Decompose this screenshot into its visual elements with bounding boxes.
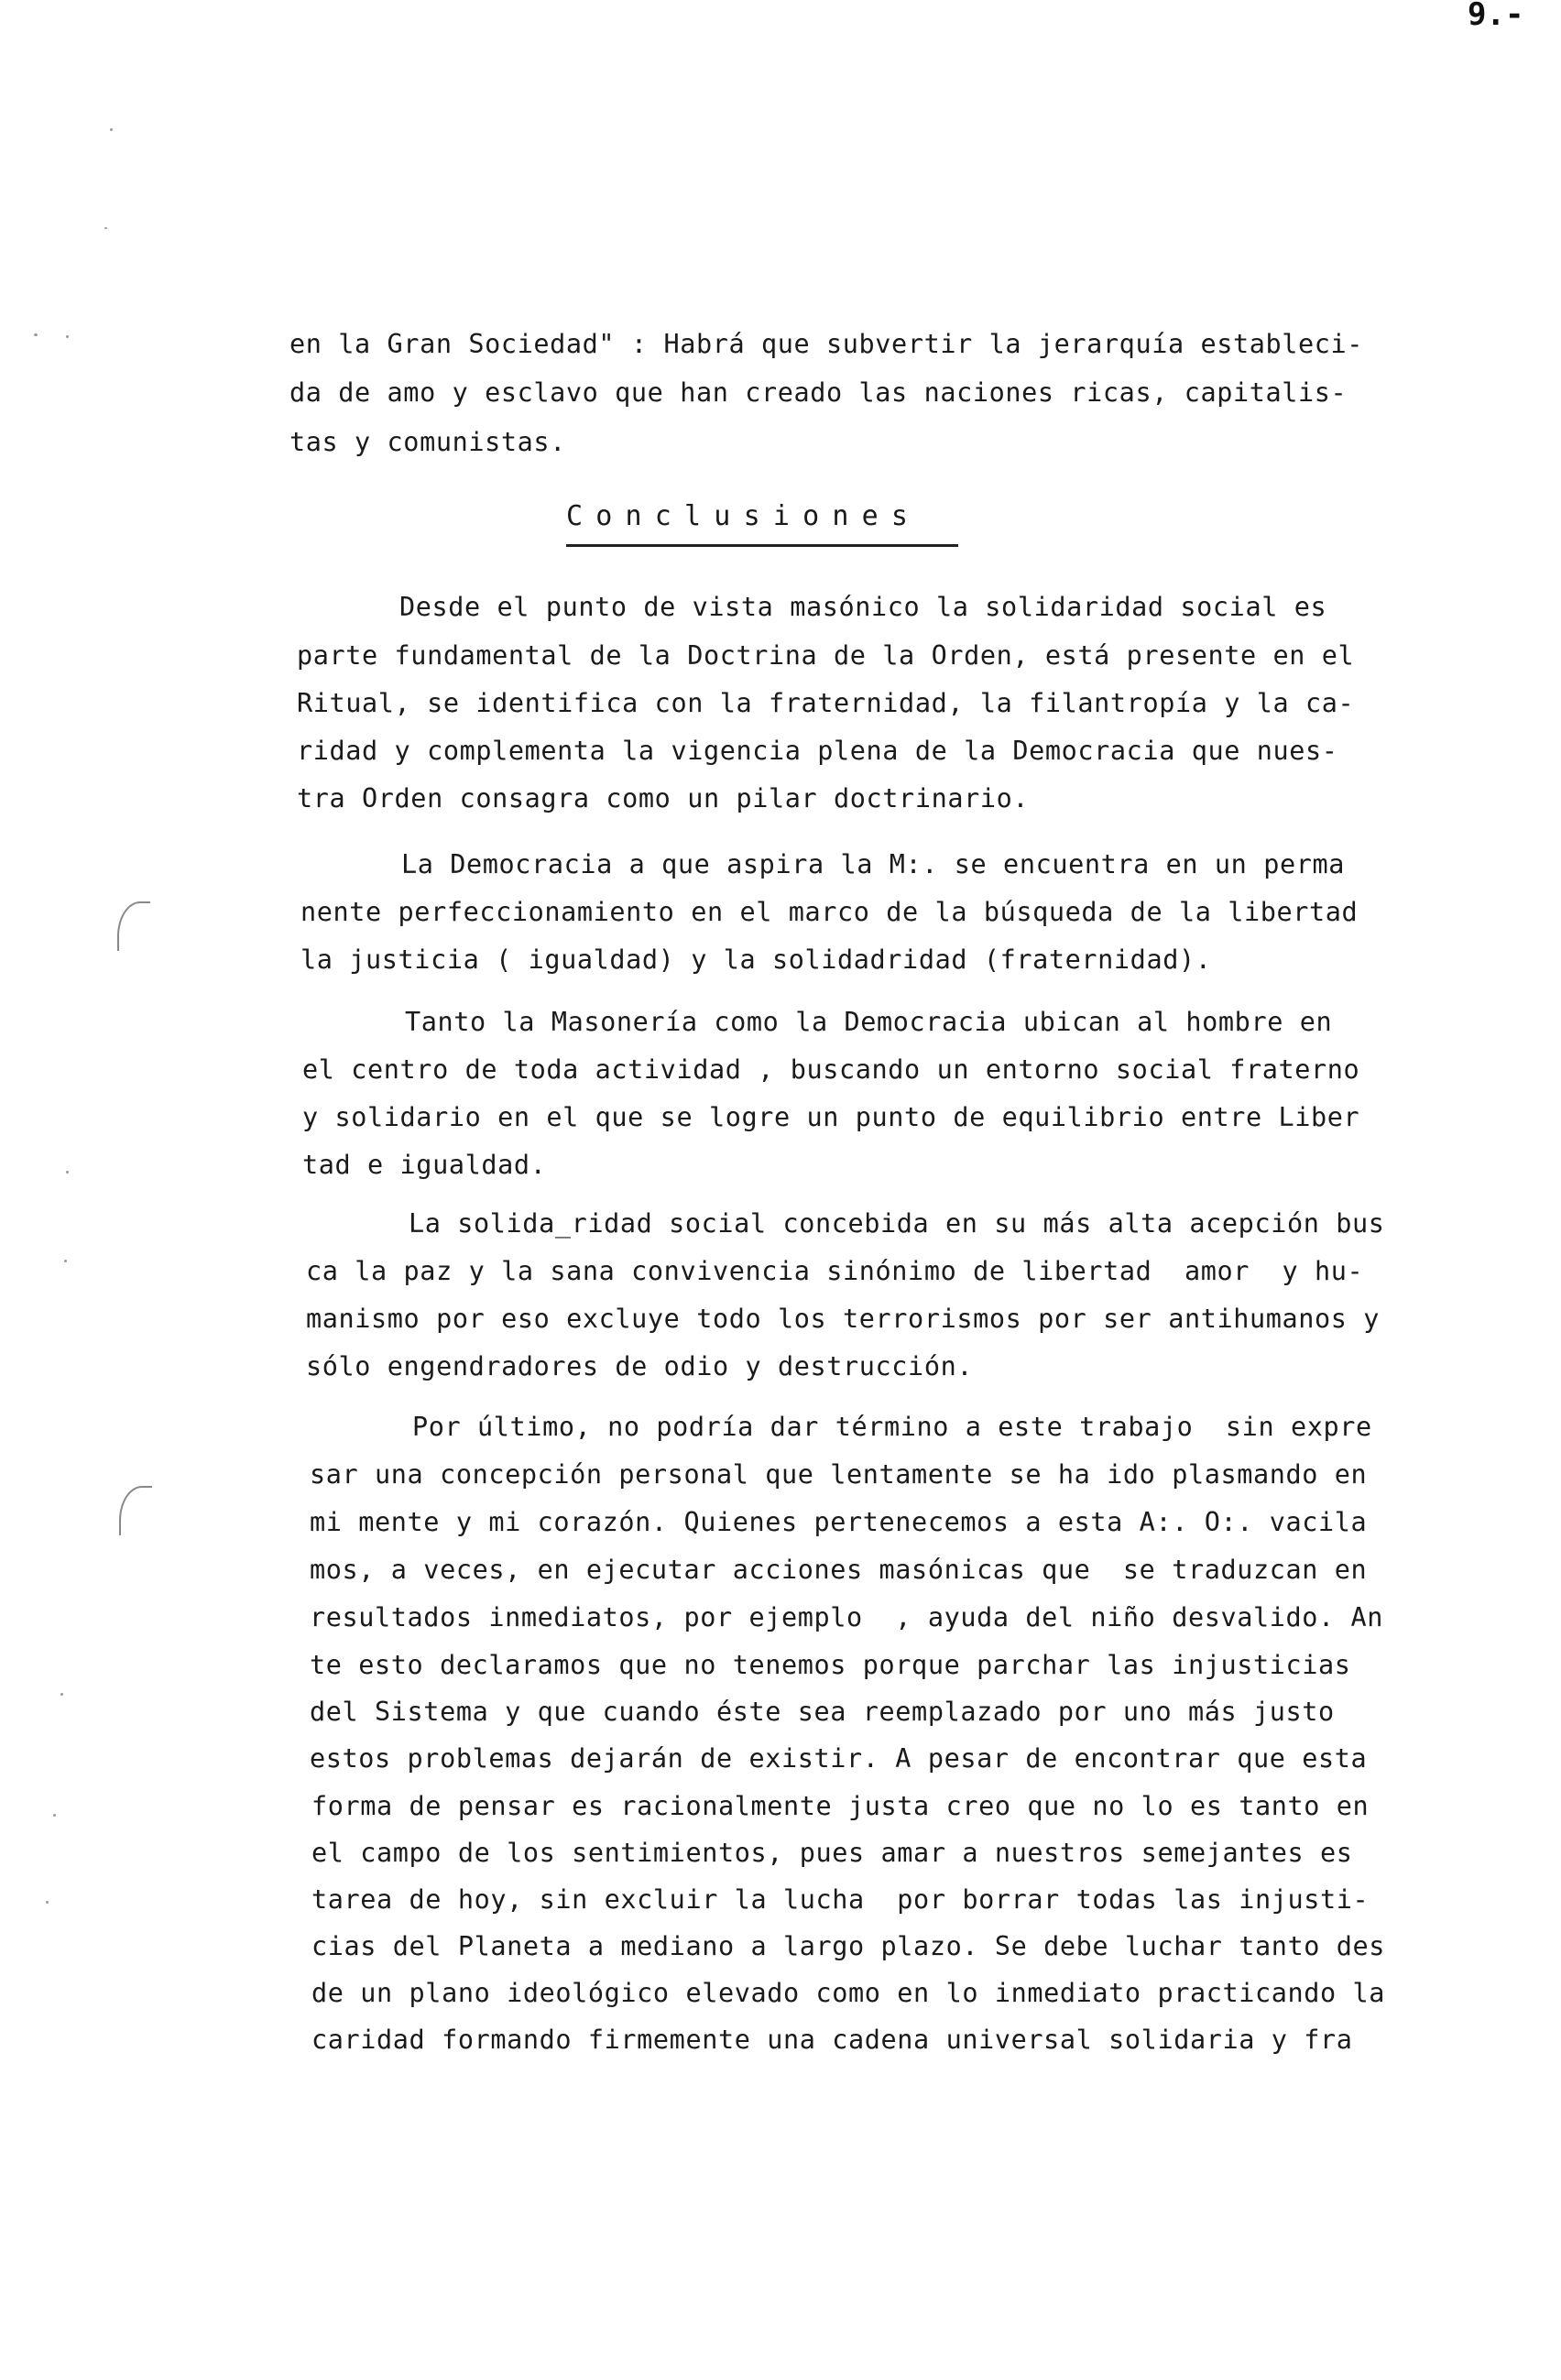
body-line: tra Orden consagra como un pilar doctrinario. <box>297 783 1030 813</box>
intro-line: tas y comunistas. <box>289 427 566 457</box>
intro-line: en la Gran Sociedad" : Habrá que subvertir la jerarquía estableci- <box>289 329 1364 359</box>
intro-line: da de amo y esclavo que han creado las naciones ricas, capitalis- <box>289 377 1348 408</box>
body-line: resultados inmediatos, por ejemplo , ayuda del niño desvalido. An <box>310 1602 1384 1632</box>
body-line: manismo por eso excluye todo los terrorismos por ser antihumanos y <box>306 1304 1381 1334</box>
body-line: mos, a veces, en ejecutar acciones masónicas que se traduzcan en <box>310 1555 1368 1585</box>
body-line: la justicia ( igualdad) y la solidadridad (fraternidad). <box>300 944 1212 975</box>
scan-mark <box>119 1486 152 1535</box>
body-line: parte fundamental de la Doctrina de la Orden, está presente en el <box>297 640 1355 671</box>
body-line: te esto declaramos que no tenemos porque parchar las injusticias <box>310 1650 1351 1680</box>
body-line: y solidario en el que se logre un punto de equilibrio entre Liber <box>302 1102 1360 1132</box>
scan-speck <box>110 128 113 131</box>
page-number: 9.- <box>1468 0 1524 33</box>
body-line: La Democracia a que aspira la M:. se encuentra en un perma <box>401 849 1345 879</box>
body-line: del Sistema y que cuando éste sea reemplazado por uno más justo <box>310 1697 1335 1727</box>
scan-speck <box>64 1260 67 1262</box>
body-line: el centro de toda actividad , buscando un entorno social fraterno <box>302 1054 1360 1085</box>
body-line: Desde el punto de vista masónico la solidaridad social es <box>399 592 1327 622</box>
scan-speck <box>53 1814 56 1817</box>
body-line: caridad formando firmemente una cadena universal solidaria y fra <box>311 2025 1353 2055</box>
body-line: ca la paz y la sana convivencia sinónimo de libertad amor y hu- <box>306 1256 1364 1286</box>
body-line: mi mente y mi corazón. Quienes pertenecemos a esta A:. O:. vacila <box>310 1507 1368 1537</box>
body-line: de un plano ideológico elevado como en lo inmediato practicando la <box>311 1978 1386 2008</box>
body-line: sar una concepción personal que lentamente se ha ido plasmando en <box>310 1459 1368 1490</box>
scan-speck <box>60 1693 63 1696</box>
scan-speck <box>66 1171 69 1174</box>
body-line: el campo de los sentimientos, pues amar a nuestros semejantes es <box>311 1838 1353 1868</box>
scan-speck <box>66 335 69 338</box>
body-line: Tanto la Masonería como la Democracia ubican al hombre en <box>405 1007 1333 1037</box>
body-line: tarea de hoy, sin excluir la lucha por borrar todas las injusti- <box>311 1884 1370 1915</box>
scan-speck <box>46 1901 49 1904</box>
body-line: forma de pensar es racionalmente justa creo que no lo es tanto en <box>311 1791 1370 1821</box>
body-line: sólo engendradores de odio y destrucción. <box>306 1351 974 1381</box>
body-line: nente perfeccionamiento en el marco de la búsqueda de la libertad <box>300 897 1359 927</box>
scan-speck <box>104 227 107 229</box>
body-line: tad e igualdad. <box>302 1150 547 1180</box>
body-line: estos problemas dejarán de existir. A pesar de encontrar que esta <box>310 1743 1368 1774</box>
body-line: cias del Planeta a mediano a largo plazo. Se debe luchar tanto des <box>311 1931 1386 1961</box>
scan-speck <box>34 333 38 336</box>
section-heading <box>566 500 958 547</box>
body-line: Ritual, se identifica con la fraternidad, la filantropía y la ca- <box>297 688 1355 718</box>
body-line: ridad y complementa la vigencia plena de la Democracia que nues- <box>297 736 1338 766</box>
scan-mark <box>117 901 150 951</box>
body-line: La solida_ridad social concebida en su más alta acepción bus <box>409 1208 1385 1239</box>
section-heading-text: Conclusiones <box>566 500 922 532</box>
body-line: Por último, no podría dar término a este trabajo sin expre <box>412 1412 1372 1442</box>
